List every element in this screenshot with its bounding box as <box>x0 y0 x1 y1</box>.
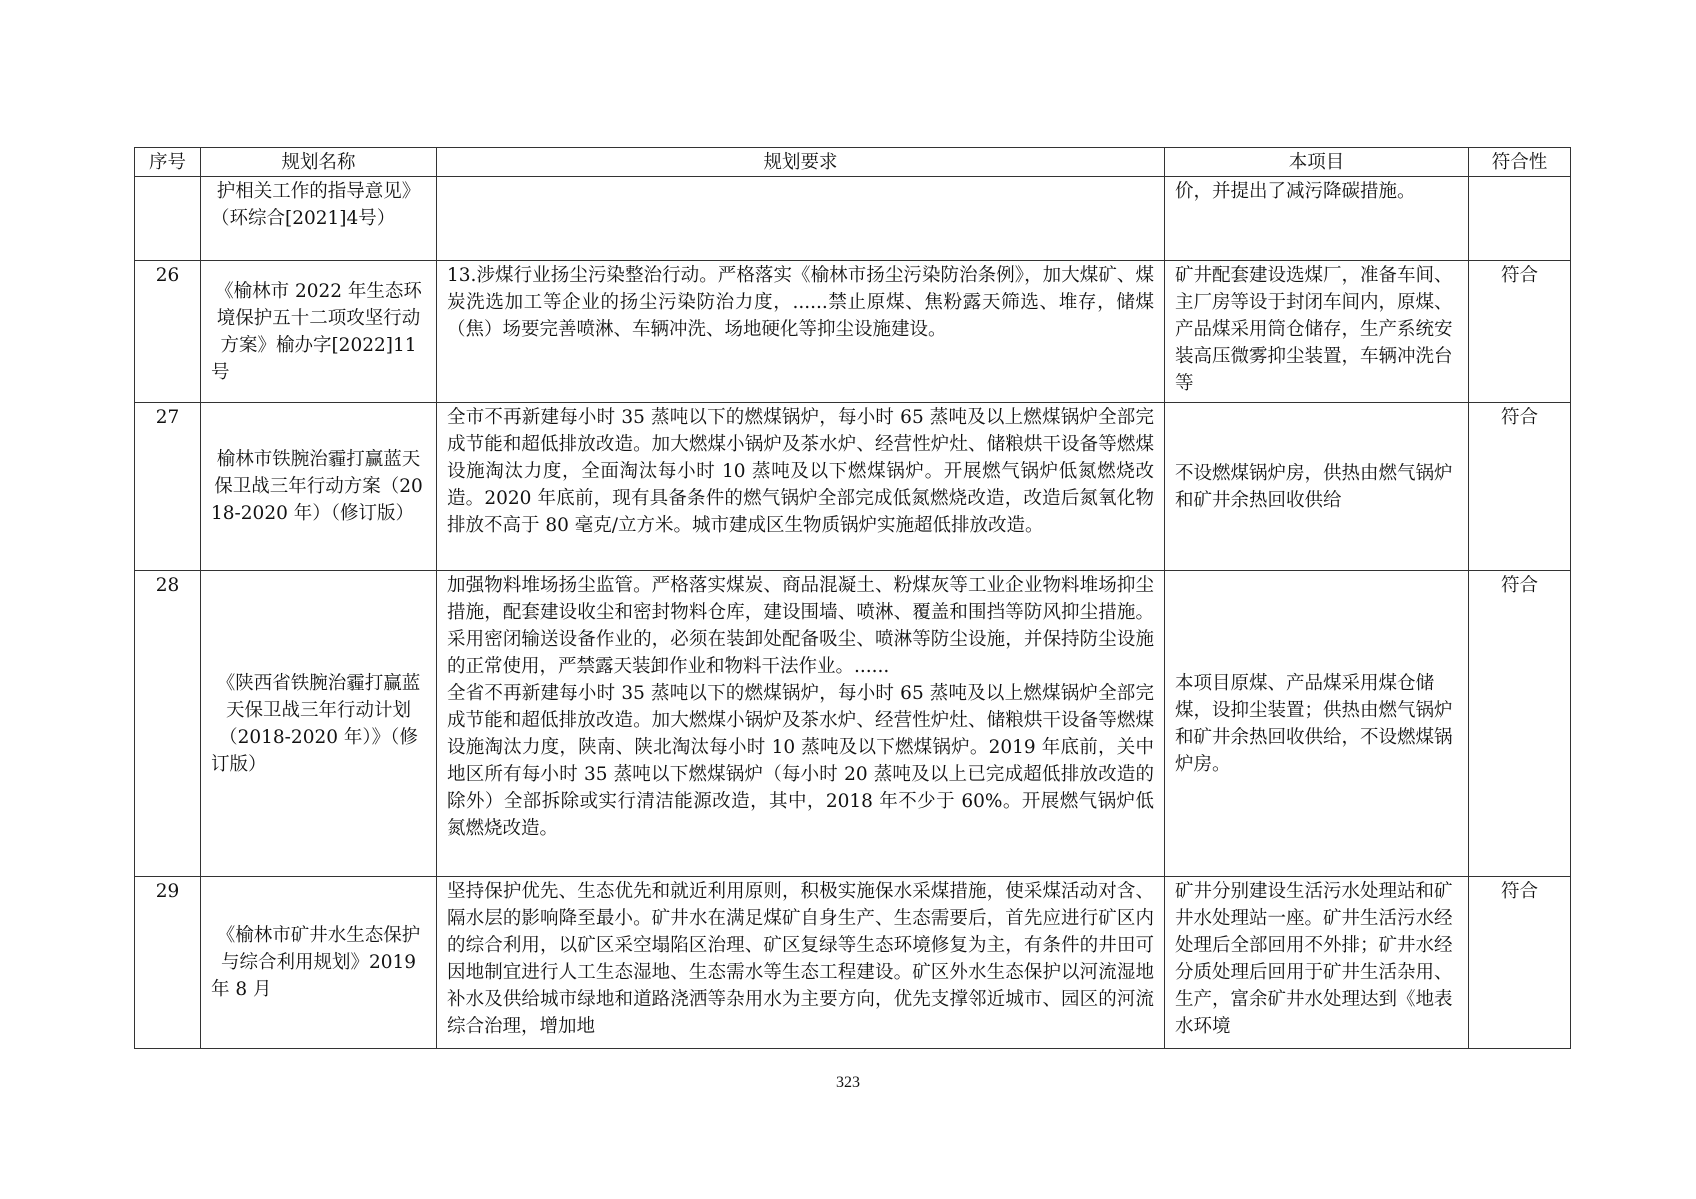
table-row <box>135 571 1571 877</box>
header-this-project: 本项目 <box>1165 148 1469 177</box>
page-number: 323 <box>836 1074 860 1091</box>
row-no: 28 <box>135 571 201 877</box>
table-row <box>135 877 1571 1049</box>
row-project: 矿井配套建设选煤厂，准备车间、主厂房等设于封闭车间内，原煤、产品煤采用筒仓储存，生产系统安装高压微雾抑尘装置，车辆冲洗台等 <box>1165 261 1469 403</box>
row-conformity: 符合 <box>1469 571 1571 877</box>
row-conformity <box>1469 177 1571 261</box>
table-header-row <box>135 148 1571 177</box>
row-no: 29 <box>135 877 201 1049</box>
row-no: 27 <box>135 403 201 571</box>
row-conformity: 符合 <box>1469 877 1571 1049</box>
row-requirement: 全市不再新建每小时 35 蒸吨以下的燃煤锅炉，每小时 65 蒸吨及以上燃煤锅炉全部完成节能和超低排放改造。加大燃煤小锅炉及茶水炉、经营性炉灶、储粮烘干设备等燃煤设施淘汰力度，全面淘汰每小时 10 蒸吨及以下燃煤锅炉。开展燃气锅炉低氮燃烧改造。2020 年底前，现有具备条件的燃气锅炉全部完成低氮燃烧改造，改造后氮氧化物排放不高于 80 毫克/立方米。城市建成区生物质锅炉实施超低排放改造。 <box>437 403 1165 571</box>
header-plan-name: 规划名称 <box>201 148 437 177</box>
header-serial-no: 序号 <box>135 148 201 177</box>
row-no: 26 <box>135 261 201 403</box>
row-project <box>1165 877 1469 1049</box>
requirement-paragraph: 全省不再新建每小时 35 蒸吨以下的燃煤锅炉，每小时 65 蒸吨及以上燃煤锅炉全部完成节能和超低排放改造。加大燃煤小锅炉及茶水炉、经营性炉灶、储粮烘干设备等燃煤设施淘汰力度，陕南、陕北淘汰每小时 10 蒸吨及以下燃煤锅炉。2019 年底前，关中地区所有每小时 35 蒸吨以下燃煤锅炉（每小时 20 蒸吨及以上已完成超低排放改造的除外）全部拆除或实行清洁能源改造，其中，2018 年不少于 60%。开展燃气锅炉低氮燃烧改造。 <box>447 683 1154 839</box>
planning-conformity-table <box>134 147 1571 1049</box>
row-project: 本项目原煤、产品煤采用煤仓储煤，设抑尘装置；供热由燃气锅炉和矿井余热回收供给，不设燃煤锅炉房。 <box>1165 571 1469 877</box>
row-no <box>135 177 201 261</box>
row-requirement <box>437 571 1165 877</box>
header-plan-requirement: 规划要求 <box>437 148 1165 177</box>
row-plan-name: 《榆林市 2022 年生态环境保护五十二项攻坚行动方案》榆办字[2022]11 号 <box>201 261 437 403</box>
row-requirement <box>437 877 1165 1049</box>
row-conformity: 符合 <box>1469 403 1571 571</box>
project-text: 矿井分别建设生活污水处理站和矿井水处理站一座。矿井生活污水经处理后全部回用不外排；矿井水经分质处理后回用于矿井生活杂用、生产，富余矿井水处理达到《地表水环境 <box>1175 881 1453 1037</box>
row-project: 不设燃煤锅炉房，供热由燃气锅炉和矿井余热回收供给 <box>1165 403 1469 571</box>
row-plan-name: 《榆林市矿井水生态保护与综合利用规划》2019 年 8 月 <box>201 877 437 1049</box>
row-project: 价，并提出了减污降碳措施。 <box>1165 177 1469 261</box>
row-plan-name: 《陕西省铁腕治霾打赢蓝天保卫战三年行动计划（2018-2020 年）》（修订版） <box>201 571 437 877</box>
requirement-text: 坚持保护优先、生态优先和就近利用原则，积极实施保水采煤措施，使采煤活动对含、隔水层的影响降至最小。矿井水在满足煤矿自身生产、生态需要后，首先应进行矿区内的综合利用，以矿区采空塌陷区治理、矿区复绿等生态环境修复为主，有条件的井田可因地制宜进行人工生态湿地、生态需水等生态工程建设。矿区外水生态保护以河流湿地补水及供给城市绿地和道路浇洒等杂用水为主要方向，优先支撑邻近城市、园区的河流综合治理，增加地 <box>447 881 1154 1037</box>
row-requirement <box>437 177 1165 261</box>
table-row <box>135 403 1571 571</box>
requirement-paragraph: 加强物料堆场扬尘监管。严格落实煤炭、商品混凝土、粉煤灰等工业企业物料堆场抑尘措施，配套建设收尘和密封物料仓库，建设围墙、喷淋、覆盖和围挡等防风抑尘措施。采用密闭输送设备作业的，必须在装卸处配备吸尘、喷淋等防尘设施，并保持防尘设施的正常使用，严禁露天装卸作业和物料干法作业。...... <box>447 575 1154 677</box>
table-row <box>135 177 1571 261</box>
row-requirement: 13.涉煤行业扬尘污染整治行动。严格落实《榆林市扬尘污染防治条例》，加大煤矿、煤炭洗选加工等企业的扬尘污染防治力度，......禁止原煤、焦粉露天筛选、堆存，储煤（焦）场要完善喷淋、车辆冲洗、场地硬化等抑尘设施建设。 <box>437 261 1165 403</box>
row-conformity: 符合 <box>1469 261 1571 403</box>
header-conformity: 符合性 <box>1469 148 1571 177</box>
row-plan-name: 榆林市铁腕治霾打赢蓝天保卫战三年行动方案（2018-2020 年）（修订版） <box>201 403 437 571</box>
row-plan-name: 护相关工作的指导意见》（环综合[2021]4号） <box>201 177 437 261</box>
table-row <box>135 261 1571 403</box>
